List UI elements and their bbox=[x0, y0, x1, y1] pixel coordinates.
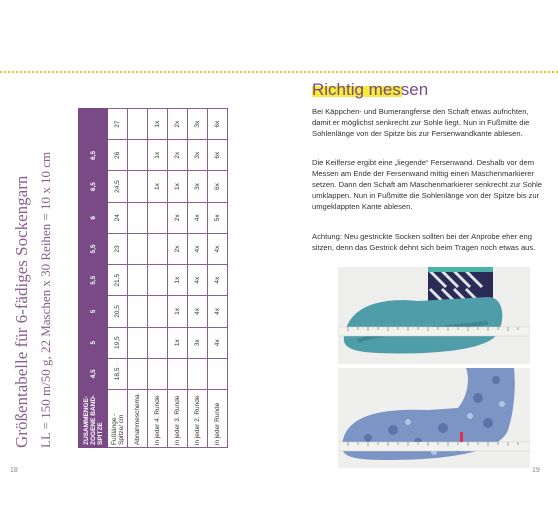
table-cell: in jeder 4. Runde bbox=[148, 390, 168, 448]
paragraph-keilferse: Die Keilferse ergibt eine „liegende“ Fersenwand. Deshalb vor dem Messen am Ende der Fersenwand mittig einen Maschenmarkierer setzen. Dann den Schaft am Maschenmarkierer senkrecht zur Sohle umklappen. Nun in Fußmitte die Sohlenlänge von der Spitze bis zur umgeklappten Kante ablesen. bbox=[312, 158, 543, 211]
table-header: 5 bbox=[79, 296, 108, 327]
table-cell bbox=[148, 202, 168, 233]
table-cell: 3x bbox=[188, 327, 208, 358]
table-cell bbox=[128, 171, 148, 202]
table-row bbox=[128, 109, 148, 448]
table-cell: 5x bbox=[208, 202, 228, 233]
table-cell bbox=[128, 358, 148, 389]
table-cell: 2x bbox=[168, 233, 188, 264]
table-row bbox=[108, 109, 128, 448]
table-cell bbox=[128, 202, 148, 233]
table-cell: Fußlänge - Spitze/ cm bbox=[108, 390, 128, 448]
table-cell bbox=[148, 358, 168, 389]
paragraph-kaeppchen: Bei Käppchen- und Bumerangferse den Schaft etwas aufrichten, damit er möglichst senkrecht zur Sohle liegt. Nun in Fußmitte die Sohlenlänge von der Spitze bis zur Fersenwandkante ablesen. bbox=[312, 107, 530, 138]
table-cell: 1x bbox=[168, 171, 188, 202]
table-cell: 4x bbox=[188, 265, 208, 296]
table-header: 5,5 bbox=[79, 265, 108, 296]
table-cell: 1x bbox=[148, 171, 168, 202]
table-cell: in jeder 2. Runde bbox=[188, 390, 208, 448]
page-number-right: 19 bbox=[532, 467, 540, 474]
left-page-rotated bbox=[12, 108, 257, 448]
table-cell: 3x bbox=[188, 171, 208, 202]
table-cell: 4x bbox=[188, 202, 208, 233]
table-header: 6,5 bbox=[79, 140, 108, 171]
table-header: 6 bbox=[79, 202, 108, 233]
table-cell: 26 bbox=[108, 140, 128, 171]
size-table bbox=[78, 108, 228, 448]
size-table-subtitle: LL = 150 m/50 g, 22 Maschen x 30 Reihen = 10 x 10 cm bbox=[38, 151, 53, 448]
table-cell: Abnahmeschema bbox=[128, 390, 148, 448]
table-cell: 24 bbox=[108, 202, 128, 233]
table-cell: 21,5 bbox=[108, 265, 128, 296]
table-cell: 27 bbox=[108, 109, 128, 140]
table-cell: 1x bbox=[168, 265, 188, 296]
table-cell: 6x bbox=[208, 140, 228, 171]
table-cell bbox=[128, 140, 148, 171]
table-cell bbox=[208, 358, 228, 389]
table-cell: 1x bbox=[148, 140, 168, 171]
table-cell: 1x bbox=[168, 296, 188, 327]
table-header: 5,5 bbox=[79, 233, 108, 264]
table-cell: in jeder 3. Runde bbox=[168, 390, 188, 448]
table-row bbox=[208, 109, 228, 448]
table-cell: in jeder Runde bbox=[208, 390, 228, 448]
table-cell: 24,5 bbox=[108, 171, 128, 202]
page-heading: Richtig messen bbox=[312, 80, 429, 99]
table-cell: 4x bbox=[208, 296, 228, 327]
table-cell bbox=[128, 265, 148, 296]
table-cell: 4x bbox=[208, 233, 228, 264]
table-cell bbox=[128, 233, 148, 264]
table-cell bbox=[148, 265, 168, 296]
sock-photo-blue bbox=[338, 368, 530, 468]
table-cell bbox=[128, 109, 148, 140]
table-row bbox=[148, 109, 168, 448]
table-cell: 6x bbox=[208, 109, 228, 140]
table-cell bbox=[188, 358, 208, 389]
table-cell: 19,5 bbox=[108, 327, 128, 358]
table-header: 5 bbox=[79, 327, 108, 358]
table-cell: 4x bbox=[188, 296, 208, 327]
table-cell: 2x bbox=[168, 109, 188, 140]
table-cell: 4x bbox=[188, 233, 208, 264]
table-cell: 3x bbox=[188, 140, 208, 171]
table-cell: 2x bbox=[168, 202, 188, 233]
table-header-row bbox=[79, 109, 108, 448]
table-cell: 20,5 bbox=[108, 296, 128, 327]
dotted-divider bbox=[0, 71, 558, 73]
table-cell bbox=[168, 358, 188, 389]
table-cell: 23 bbox=[108, 233, 128, 264]
table-header bbox=[79, 109, 108, 140]
table-cell: 4x bbox=[208, 327, 228, 358]
table-cell bbox=[148, 233, 168, 264]
table-header: ZUSAMMENGE-ZOGENE BAND-SPITZE bbox=[79, 390, 108, 448]
table-cell: 3x bbox=[188, 109, 208, 140]
sock-photo-teal bbox=[338, 267, 530, 364]
size-table-title: Größentabelle für 6-fädiges Sockengarn bbox=[12, 175, 31, 448]
table-cell: 18,5 bbox=[108, 358, 128, 389]
table-cell: 4x bbox=[208, 265, 228, 296]
page-number-left: 18 bbox=[10, 467, 18, 474]
paragraph-achtung: Achtung: Neu gestrickte Socken sollten bei der Anprobe eher eng sitzen, denn das Gestrick dehnt sich beim Tragen noch etwas aus. bbox=[312, 232, 536, 252]
table-cell bbox=[128, 327, 148, 358]
table-row bbox=[168, 109, 188, 448]
table-cell bbox=[128, 296, 148, 327]
table-cell bbox=[148, 296, 168, 327]
table-header: 6,5 bbox=[79, 171, 108, 202]
table-cell: 1x bbox=[148, 109, 168, 140]
table-cell: 1x bbox=[168, 327, 188, 358]
table-row bbox=[188, 109, 208, 448]
table-cell: 6x bbox=[208, 171, 228, 202]
table-header: 4,5 bbox=[79, 358, 108, 389]
table-cell: 2x bbox=[168, 140, 188, 171]
table-cell bbox=[148, 327, 168, 358]
